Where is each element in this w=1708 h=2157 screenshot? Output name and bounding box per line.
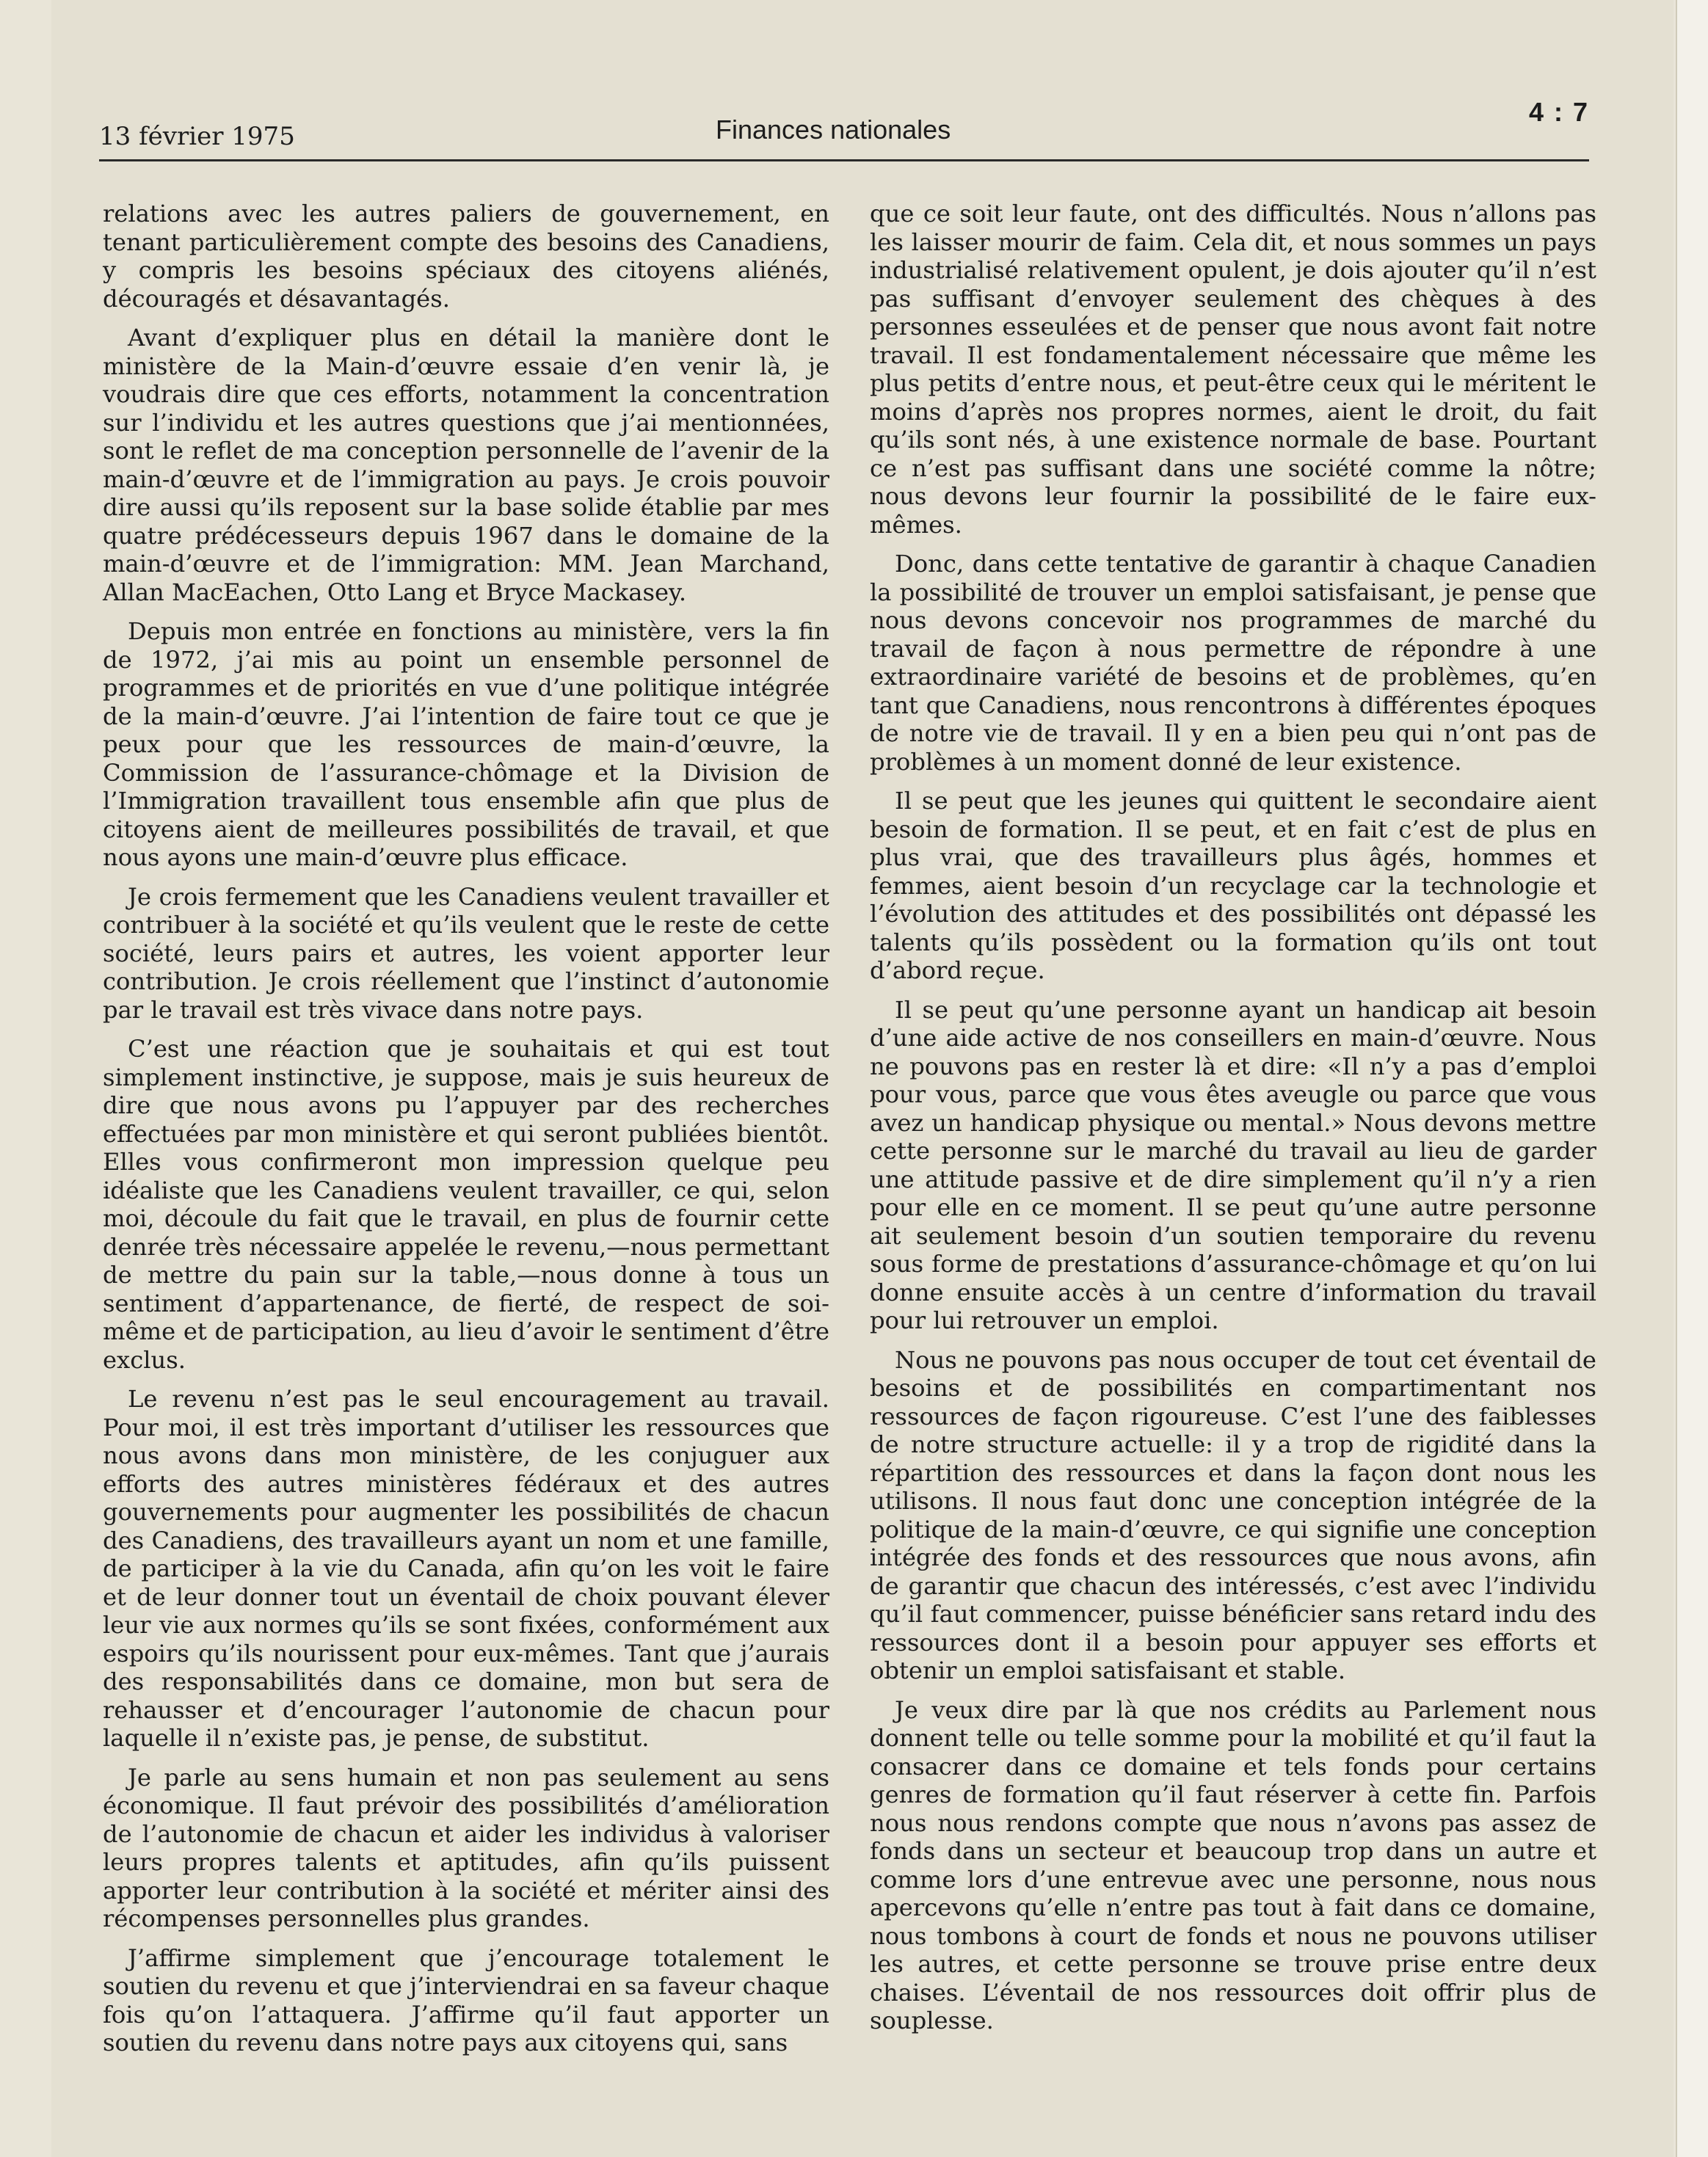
paragraph: Il se peut qu’une personne ayant un handicap ait besoin d’une aide active de nos conseillers en main-d’œuvre. Nous ne pouvons pas en rester là et dire: «Il n’y a pas d’emploi pour vous, parce que vous êtes aveugle ou parce que vous avez un handicap physique ou mental.» Nous devons mettre cette personne sur le marché du travail au lieu de garder une attitude passive et de dire simplement qu’il n’y a rien pour elle en ce moment. Il se peut qu’une autre personne ait seulement besoin d’un soutien temporaire du revenu sous forme de prestations d’assurance-chômage et qu’on lui donne ensuite accès à un centre d’information du travail pour lui retrouver un emploi.	[870, 995, 1596, 1334]
paragraph: Nous ne pouvons pas nous occuper de tout cet éventail de besoins et de possibilités en compartimentant nos ressources de façon rigoureuse. C’est l’une des faiblesses de notre structure actuelle: il y a trop de rigidité dans la répartition des ressources et dans la façon dont nous les utilisons. Il nous faut donc une conception intégrée de la politique de la main-d’œuvre, ce qui signifie une conception intégrée des fonds et des ressources que nous avons, afin de garantir que chacun des intéressés, c’est avec l’individu qu’il faut commencer, puisse bénéficier sans retard indu des ressources dont il a besoin pour appuyer ses efforts et obtenir un emploi satisfaisant et stable.	[870, 1345, 1596, 1684]
paragraph: Depuis mon entrée en fonctions au ministère, vers la fin de 1972, j’ai mis au point un ensemble personnel de programmes et de priorités en vue d’une politique intégrée de la main-d’œuvre. J’ai l’intention de faire tout ce que je peux pour que les ressources de main-d’œuvre, la Commission de l’assurance-chômage et la Division de l’Immigration travaillent tous ensemble afin que plus de citoyens aient de meilleures possibilités de travail, et que nous ayons une main-d’œuvre plus efficace.	[103, 617, 829, 871]
paragraph: Donc, dans cette tentative de garantir à chaque Canadien la possibilité de trouver un emploi satisfaisant, je pense que nous devons concevoir nos programmes de marché du travail de façon à nous permettre de répondre à une extraordinaire variété de besoins et de problèmes, qu’en tant que Canadiens, nous rencontrons à différentes époques de notre vie de travail. Il y en a bien peu qui n’ont pas de problèmes à un moment donné de leur existence.	[870, 550, 1596, 776]
paragraph: Je veux dire par là que nos crédits au Parlement nous donnent telle ou telle somme pour la mobilité et qu’il faut la consacrer dans ce domaine et tels fonds pour certains genres de formation qu’il faut réserver à cette fin. Parfois nous nous rendons compte que nous n’avons pas assez de fonds dans un secteur et beaucoup trop dans un autre et comme lors d’une entrevue avec une personne, nous nous apercevons qu’elle n’entre pas tout à fait dans ce domaine, nous tombons à court de fonds et nous ne pouvons utiliser les autres, et cette personne se trouve prise entre deux chaises. L’éventail de nos ressources doit offrir plus de souplesse.	[870, 1695, 1596, 2034]
header-title: Finances nationales	[716, 114, 951, 145]
paragraph: relations avec les autres paliers de gouvernement, en tenant particulièrement compte des besoins des Canadiens, y compris les besoins spéciaux des citoyens aliénés, découragés et désavantagés.	[103, 200, 829, 313]
paragraph: C’est une réaction que je souhaitais et qui est tout simplement instinctive, je suppose, mais je suis heureux de dire que nous avons pu l’appuyer par des recherches effectuées par mon ministère et qui seront publiées bientôt. Elles vous confirmeront mon impression quelque peu idéaliste que les Canadiens veulent travailler, ce qui, selon moi, découle du fait que le travail, en plus de fournir cette denrée très nécessaire appelée le revenu,—nous permettant de mettre du pain sur la table,—nous donne à tous un sentiment d’appartenance, de fierté, de respect de soi-même et de participation, au lieu d’avoir le sentiment d’être exclus.	[103, 1035, 829, 1374]
paragraph: Le revenu n’est pas le seul encouragement au travail. Pour moi, il est très important d’utiliser les ressources que nous avons dans mon ministère, de les conjuguer aux efforts des autres ministères fédéraux et des autres gouvernements pour augmenter les possibilités de chacun des Canadiens, des travailleurs ayant un nom et une famille, de participer à la vie du Canada, afin qu’on les voit le faire et de leur donner tout un éventail de choix pouvant élever leur vie aux normes qu’ils se sont fixées, conformément aux espoirs qu’ils nourissent pour eux-mêmes. Tant que j’aurais des responsabilités dans ce domaine, mon but sera de rehausser et d’encourager l’autonomie de chacun pour laquelle il n’existe pas, je pense, de substitut.	[103, 1385, 829, 1752]
paragraph: Je crois fermement que les Canadiens veulent travailler et contribuer à la société et qu’ils veulent que le reste de cette société, leurs pairs et autres, les voient apporter leur contribution. Je crois réellement que l’instinct d’autonomie par le travail est très vivace dans notre pays.	[103, 882, 829, 1024]
paragraph: Avant d’expliquer plus en détail la manière dont le ministère de la Main-d’œuvre essaie d’en venir là, je voudrais dire que ces efforts, notamment la concentration sur l’individu et les autres questions que j’ai mentionnées, sont le reflet de ma conception personnelle de l’avenir de la main-d’œuvre et de l’immigration au pays. Je crois pouvoir dire aussi qu’ils reposent sur la base solide établie par mes quatre prédécesseurs depuis 1967 dans le domaine de la main-d’œuvre et de l’immigration: MM. Jean Marchand, Allan MacEachen, Otto Lang et Bryce Mackasey.	[103, 324, 829, 606]
right-column	[870, 200, 1596, 2046]
page-header	[99, 97, 1589, 161]
paragraph: Il se peut que les jeunes qui quittent le secondaire aient besoin de formation. Il se peut, et en fait c’est de plus en plus vrai, que des travailleurs plus âgés, hommes et femmes, aient besoin d’un recyclage car la technologie et l’évolution des attitudes et des possibilités ont dépassé les talents qu’ils possèdent ou la formation qu’ils ont tout d’abord reçue.	[870, 787, 1596, 984]
left-column	[103, 200, 829, 2068]
header-page-number: 4 : 7	[1528, 97, 1589, 127]
page-edge	[1676, 0, 1708, 2157]
paragraph: J’affirme simplement que j’encourage totalement le soutien du revenu et que j’interviendrai en sa faveur chaque fois qu’on l’attaquera. J’affirme qu’il faut apporter un soutien du revenu dans notre pays aux citoyens qui, sans	[103, 1943, 829, 2056]
header-rule	[99, 159, 1589, 161]
header-date: 13 février 1975	[99, 122, 295, 151]
paragraph: que ce soit leur faute, ont des difficultés. Nous n’allons pas les laisser mourir de faim. Cela dit, et nous sommes un pays industrialisé relativement opulent, je dois ajouter qu’il n’est pas suffisant d’envoyer seulement des chèques à des personnes esseulées et de penser que nous avont fait notre travail. Il est fondamentalement nécessaire que même les plus petits d’entre nous, et peut-être ceux qui le méritent le moins d’après nos propres normes, aient le droit, du fait qu’ils sont nés, à une existence normale de base. Pourtant ce n’est pas suffisant dans une société comme la nôtre; nous devons leur fournir la possibilité de le faire eux-mêmes.	[870, 200, 1596, 539]
paragraph: Je parle au sens humain et non pas seulement au sens économique. Il faut prévoir des possibilités d’amélioration de l’autonomie de chacun et aider les individus à valoriser leurs propres talents et aptitudes, afin qu’ils puissent apporter leur contribution à la société et mériter ainsi des récompenses personnelles plus grandes.	[103, 1763, 829, 1932]
